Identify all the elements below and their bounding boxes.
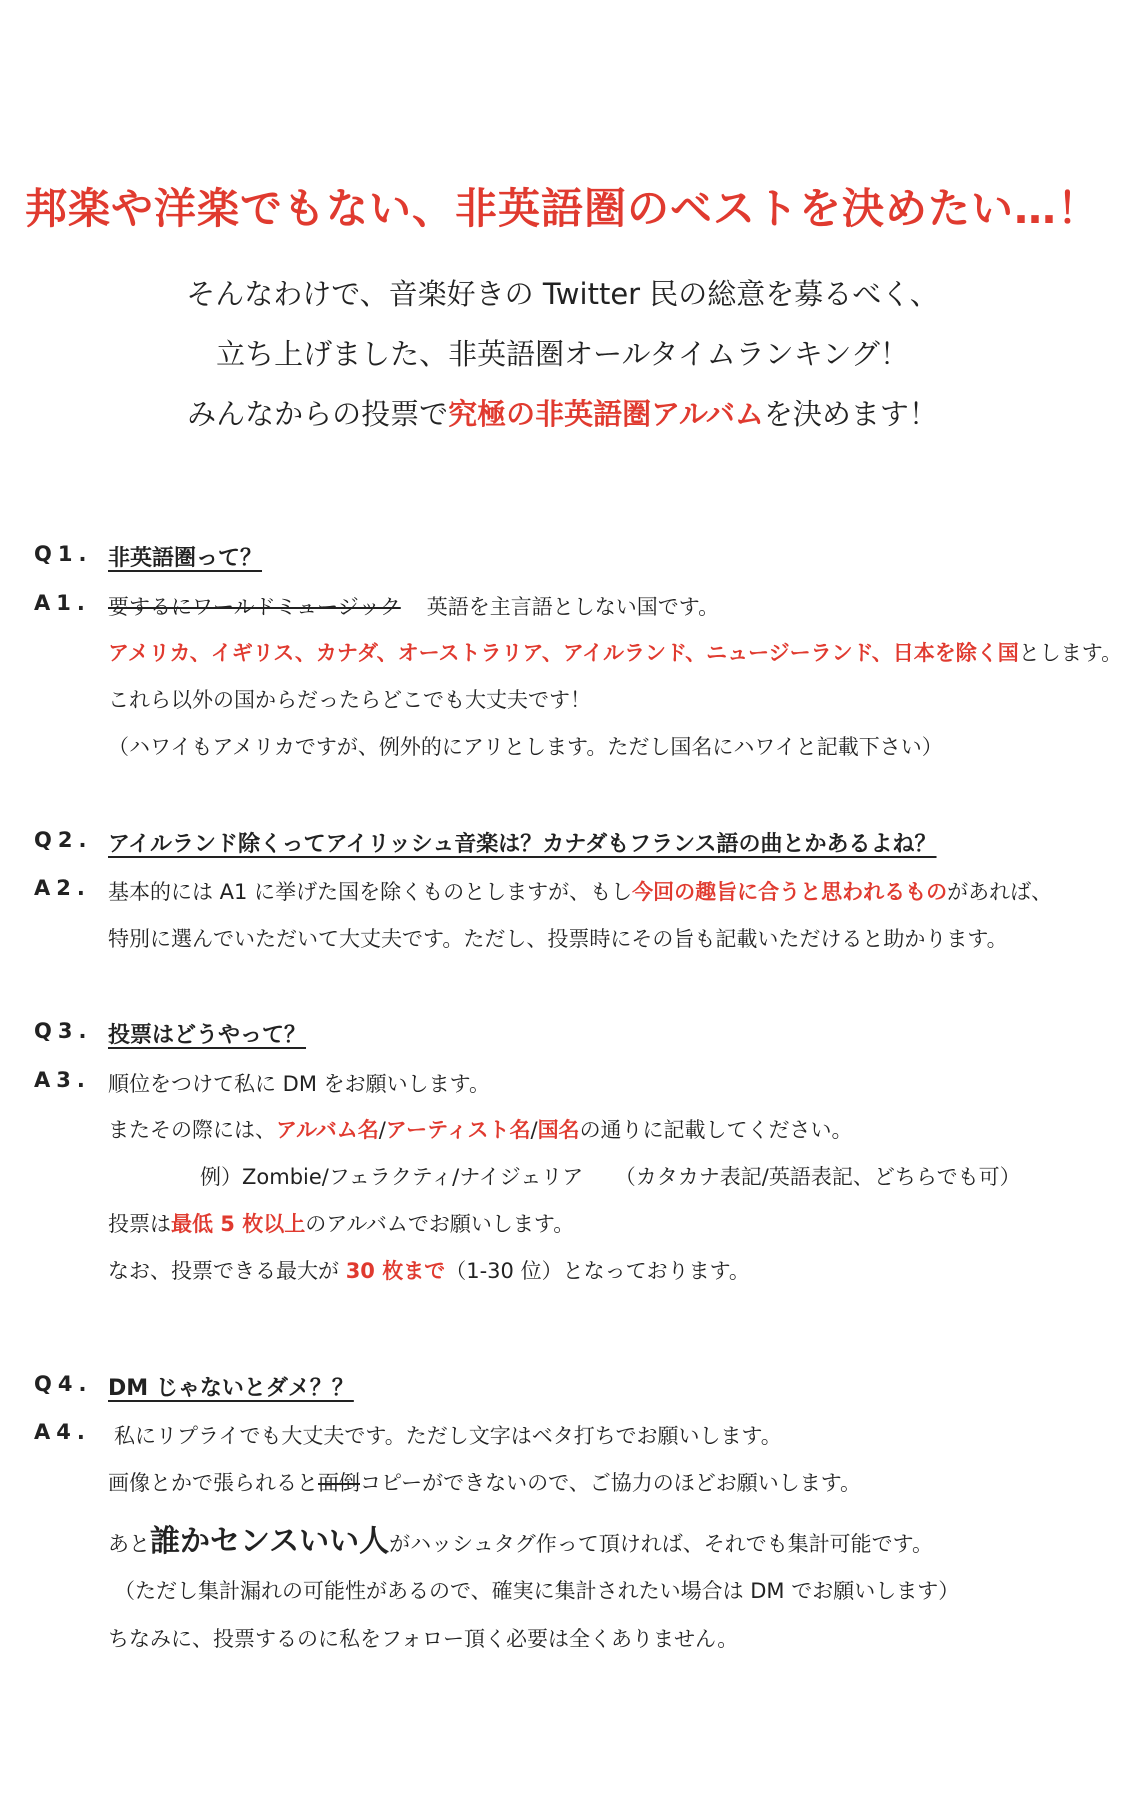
a3-album-name: アルバム名 [276, 1118, 379, 1142]
intro-highlight: 究極の非英語圏アルバム [448, 397, 764, 431]
a4-struck-text: 面倒 [318, 1471, 360, 1495]
a3-line-5-post: （1-30 位）となっております。 [445, 1259, 750, 1283]
a1-line-2 [108, 637, 1122, 667]
a4-line-2-post: コピーができないので、ご協力のほどお願いします。 [360, 1471, 862, 1495]
q3-label: Q3. [34, 1019, 93, 1043]
a1-line-2-post: とします。 [1018, 641, 1123, 665]
intro-line-2: 立ち上げました、非英語圏オールタイムランキング！ [216, 337, 909, 371]
page-title: 邦楽や洋楽でもない、非英語圏のベストを決めたい…！ [24, 184, 1100, 233]
a4-label: A4. [34, 1420, 91, 1444]
a3-example: 例）Zombie/フェラクティ/ナイジェリア （カタカナ表記/英語表記、どちらでも可） [200, 1165, 1021, 1189]
a1-label: A1. [34, 591, 91, 615]
intro-line-1: そんなわけで、音楽好きの Twitter 民の総意を募るべく、 [186, 277, 939, 311]
a1-struck-text: 要するにワールドミュージック [108, 595, 401, 619]
intro-line-3-post: を決めます！ [763, 397, 938, 431]
a3-line-1: 順位をつけて私に DM をお願いします。 [108, 1072, 490, 1096]
q1-question: 非英語圏って？ [108, 546, 263, 571]
a3-slash-1: / [378, 1118, 386, 1142]
a3-slash-2: / [530, 1118, 538, 1142]
q4-label: Q4. [34, 1372, 93, 1396]
a3-line-5-pre: なお、投票できる最大が [108, 1259, 346, 1283]
a4-line-1: 私にリプライでも大丈夫です。ただし文字はベタ打ちでお願いします。 [114, 1424, 782, 1448]
a1-line-4: （ハワイもアメリカですが、例外的にアリとします。ただし国名にハワイと記載下さい） [108, 735, 943, 759]
a3-line-5 [108, 1255, 750, 1285]
a4-line-3-pre: あと [108, 1532, 150, 1556]
q1-label: Q1. [34, 542, 93, 566]
a4-line-2-pre: 画像とかで張られると [108, 1471, 318, 1495]
a2-line-2: 特別に選んでいただいて大丈夫です。ただし、投票時にその旨も記載いただけると助かります。 [108, 927, 1008, 951]
a4-line-3-post: がハッシュタグ作って頂ければ、それでも集計可能です。 [389, 1532, 934, 1556]
a2-line-1-pre: 基本的には A1 に挙げた国を除くものとしますが、もし [108, 880, 633, 904]
intro-line-3 [0, 392, 1125, 433]
q2-question: アイルランド除くってアイリッシュ音楽は？カナダもフランス語の曲とかあるよね？ [108, 832, 937, 857]
a3-country-name: 国名 [537, 1118, 580, 1142]
a3-maximum: 30 枚まで [345, 1259, 446, 1283]
q3-question: 投票はどうやって？ [108, 1023, 307, 1048]
a3-line-4-pre: 投票は [108, 1212, 171, 1236]
q4-question: DM じゃないとダメ？？ [108, 1376, 354, 1401]
intro-line-3-pre: みんなからの投票で [187, 397, 449, 431]
a4-line-5: ちなみに、投票するのに私をフォロー頂く必要は全くありません。 [108, 1627, 739, 1651]
a2-line-1-post: があれば、 [947, 880, 1053, 904]
a3-line-2 [108, 1114, 853, 1144]
a3-line-2-post: の通りに記載してください。 [579, 1118, 853, 1142]
a3-line-4 [108, 1208, 574, 1238]
a4-line-3 [108, 1516, 933, 1560]
a3-line-4-post: のアルバムでお願いします。 [305, 1212, 575, 1236]
a1-line-1-rest: 英語を主言語としない国です。 [426, 595, 720, 619]
a3-line-2-pre: またその際には、 [108, 1118, 276, 1142]
a1-line-3: これら以外の国からだったらどこでも大丈夫です！ [108, 688, 591, 712]
a2-line-1 [108, 876, 1052, 906]
a4-line-2 [108, 1467, 861, 1497]
a3-label: A3. [34, 1068, 91, 1092]
q2-label: Q2. [34, 828, 93, 852]
a4-emphasis: 誰かセンスいい人 [150, 1524, 390, 1559]
a1-line-1 [108, 591, 719, 621]
a3-artist-name: アーティスト名 [385, 1118, 531, 1142]
a4-line-4: （ただし集計漏れの可能性があるので、確実に集計されたい場合は DM でお願いします） [114, 1579, 960, 1603]
a2-label: A2. [34, 876, 91, 900]
a3-minimum: 最低 5 枚以上 [171, 1212, 306, 1236]
a2-highlight: 今回の趣旨に合うと思われるもの [632, 880, 948, 904]
a1-excluded-countries: アメリカ、イギリス、カナダ、オーストラリア、アイルランド、ニュージーランド、日本を除く国 [108, 641, 1019, 665]
